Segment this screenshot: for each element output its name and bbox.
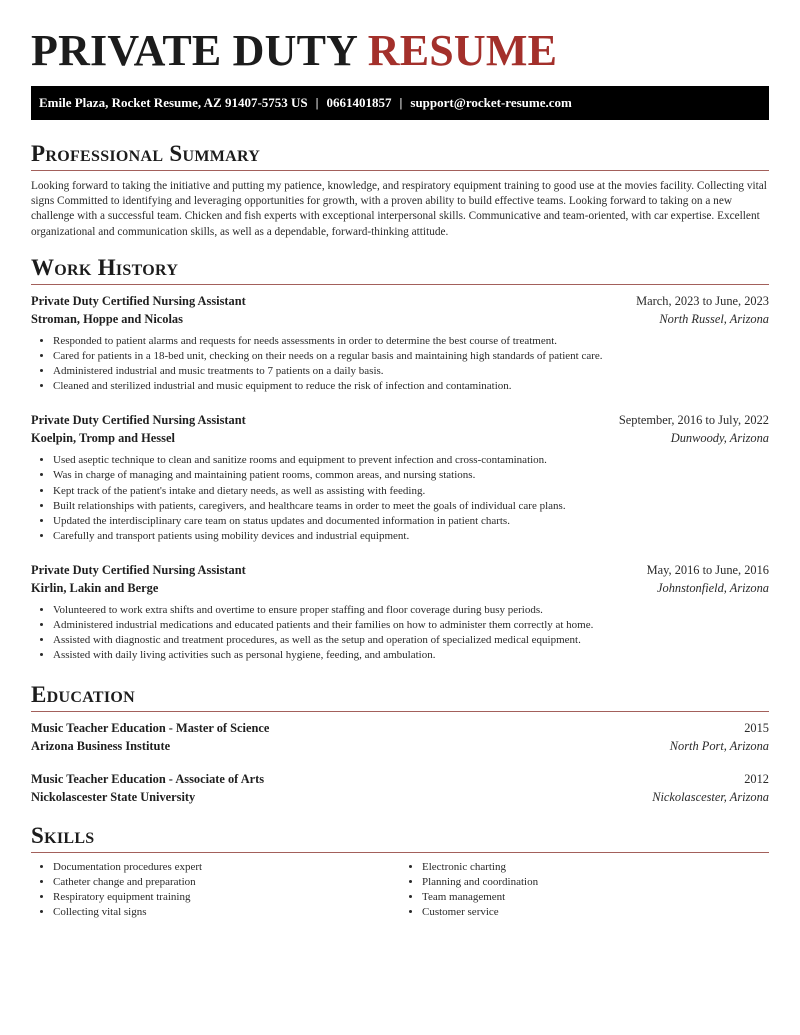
job-entry	[31, 292, 769, 394]
education-year: 2015	[744, 721, 769, 735]
job-location: Johnstonfield, Arizona	[657, 580, 769, 595]
contact-phone: 0661401857	[326, 95, 392, 110]
work-history-heading: Work History	[31, 255, 179, 280]
resume-title	[31, 26, 557, 76]
job-company: Stroman, Hoppe and Nicolas	[31, 312, 183, 326]
skill-item: • Planning and coordination	[422, 875, 769, 890]
section-divider	[31, 284, 769, 285]
job-duty: • Assisted with diagnostic and treatment procedures, as well as the setup and operation of specialized medical equipment.	[53, 633, 769, 648]
summary-heading: Professional Summary	[31, 141, 261, 166]
contact-email: support@rocket-resume.com	[410, 95, 572, 110]
job-duty: • Cleaned and sterilized industrial and music equipment to reduce the risk of infection and contamination.	[53, 379, 769, 394]
job-dates: March, 2023 to June, 2023	[636, 294, 769, 308]
job-duty: • Kept track of the patient's intake and dietary needs, as well as assisting with feeding.	[53, 484, 769, 499]
job-duty: • Carefully and transport patients using mobility devices and industrial equipment.	[53, 529, 769, 544]
section-divider	[31, 170, 769, 171]
job-duty: • Cared for patients in a 18-bed unit, checking on their needs on a regular basis and maintaining high standards of patient care.	[53, 349, 769, 364]
job-title: Private Duty Certified Nursing Assistant	[31, 413, 246, 428]
skills-heading: Skills	[31, 823, 95, 848]
education-location: Nickolascester, Arizona	[652, 790, 769, 804]
skills-list-right	[400, 860, 769, 920]
skill-item: • Collecting vital signs	[53, 905, 400, 920]
job-title: Private Duty Certified Nursing Assistant	[31, 294, 246, 308]
job-location: North Russel, Arizona	[659, 312, 769, 326]
skill-item: • Documentation procedures expert	[53, 860, 400, 875]
job-dates: September, 2016 to July, 2022	[618, 413, 769, 428]
job-duty: • Built relationships with patients, caregivers, and healthcare teams in order to meet the goals of individual care plans.	[53, 499, 769, 514]
education-heading: Education	[31, 682, 135, 707]
section-divider	[31, 852, 769, 853]
job-duty: • Responded to patient alarms and requests for needs assessments in order to determine the best course of treatment.	[53, 334, 769, 349]
education-year: 2012	[744, 772, 769, 786]
education-location: North Port, Arizona	[669, 739, 769, 753]
job-location: Dunwoody, Arizona	[670, 431, 769, 446]
skills-list-left	[31, 860, 400, 920]
skill-item: • Team management	[422, 890, 769, 905]
skill-item: • Respiratory equipment training	[53, 890, 400, 905]
job-title: Private Duty Certified Nursing Assistant	[31, 562, 246, 577]
contact-separator: |	[315, 95, 319, 110]
job-duties	[31, 334, 769, 394]
job-company: Kirlin, Lakin and Berge	[31, 580, 159, 595]
title-main: PRIVATE DUTY	[31, 26, 357, 75]
work-history-section	[31, 254, 769, 663]
contact-separator: |	[399, 95, 403, 110]
job-dates: May, 2016 to June, 2016	[646, 562, 769, 577]
job-entry	[31, 561, 769, 663]
job-duty: • Administered industrial and music treatments to 7 patients on a daily basis.	[53, 364, 769, 379]
skills-section	[31, 822, 769, 920]
education-school: Nickolascester State University	[31, 790, 196, 804]
job-entry	[31, 411, 769, 544]
job-duty: • Assisted with daily living activities such as personal hygiene, feeding, and ambulation.	[53, 648, 769, 663]
summary-text: Looking forward to taking the initiative and putting my patience, knowledge, and respiratory equipment training to good use at the movies facility. Collecting vital signs Committed to identifying and leveraging opportunities for growth, with a proven ability to build effective teams. Looking forward to taking on a new challenge with a successful team. Chicken and fish experts with exceptional interpersonal skills. Communicative and team-oriented, with car expertise. Excellent organizational and communication skills, as well as a dependable, forward-thinking attitude.	[31, 180, 767, 238]
education-entry	[31, 719, 769, 755]
summary-section	[31, 140, 769, 240]
job-duty: • Was in charge of managing and maintaining patient rooms, common areas, and nursing stations.	[53, 468, 769, 483]
skill-item: • Catheter change and preparation	[53, 875, 400, 890]
job-duty: • Used aseptic technique to clean and sanitize rooms and equipment to prevent infection and cross-contamination.	[53, 453, 769, 468]
skills-columns	[31, 860, 769, 920]
job-duties	[31, 453, 769, 544]
job-duty: • Updated the interdisciplinary care team on status updates and documented information in patient charts.	[53, 514, 769, 529]
job-company: Koelpin, Tromp and Hessel	[31, 431, 175, 446]
job-duty: • Administered industrial medications and educated patients and their families on how to administer them correctly at home.	[53, 618, 769, 633]
job-duties	[31, 603, 769, 663]
education-school: Arizona Business Institute	[31, 739, 171, 753]
contact-address: Emile Plaza, Rocket Resume, AZ 91407-5753 US	[39, 95, 308, 110]
job-duty: • Volunteered to work extra shifts and overtime to ensure proper staffing and floor coverage during busy periods.	[53, 603, 769, 618]
section-divider	[31, 711, 769, 712]
skill-item: • Customer service	[422, 905, 769, 920]
education-entry	[31, 770, 769, 806]
skill-item: • Electronic charting	[422, 860, 769, 875]
education-degree: Music Teacher Education - Associate of Arts	[31, 772, 265, 786]
education-degree: Music Teacher Education - Master of Science	[31, 721, 270, 735]
education-section	[31, 681, 769, 806]
contact-bar	[31, 86, 769, 120]
title-accent: RESUME	[367, 26, 558, 75]
